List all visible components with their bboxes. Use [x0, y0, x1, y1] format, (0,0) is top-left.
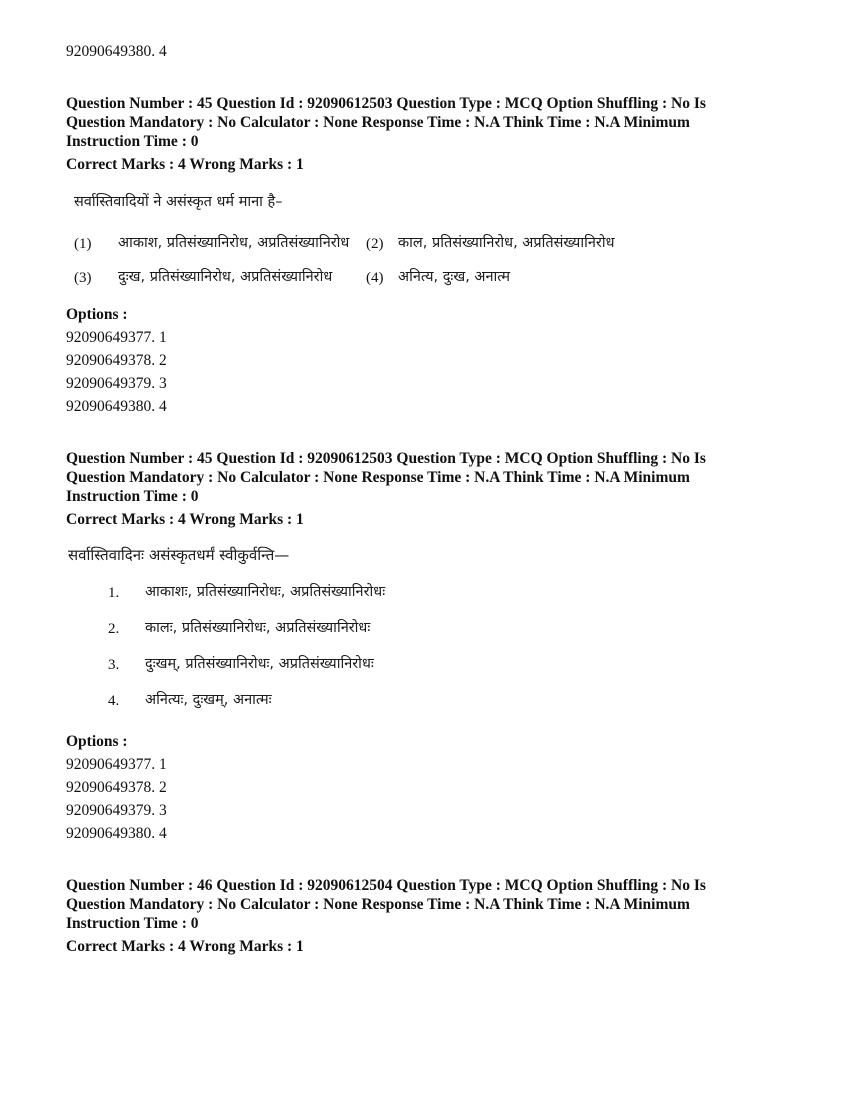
question-header-line-1: Question Number : 45 Question Id : 92090612503 Question Type : MCQ Option Shuffling : No Is	[66, 95, 706, 112]
choice-number: 1.	[108, 585, 120, 601]
question-header-line-1: Question Number : 46 Question Id : 92090612504 Question Type : MCQ Option Shuffling : No Is	[66, 877, 706, 894]
choice-text: दुःखम्, प्रतिसंख्यानिरोधः, अप्रतिसंख्यानिरोधः	[145, 656, 374, 672]
option-id: 92090649378. 2	[66, 779, 167, 796]
choice-text: कालः, प्रतिसंख्यानिरोधः, अप्रतिसंख्यानिरोधः	[145, 620, 371, 636]
question-header-line-1: Question Number : 45 Question Id : 92090612503 Question Type : MCQ Option Shuffling : No Is	[66, 450, 706, 467]
choice-number: (4)	[366, 270, 384, 286]
choice-text: अनित्यः, दुःखम्, अनात्मः	[145, 692, 272, 708]
option-id: 92090649380. 4	[66, 398, 167, 415]
options-label: Options :	[66, 306, 128, 323]
choice-number: (3)	[74, 270, 92, 286]
question-header-line-2: Question Mandatory : No Calculator : None Response Time : N.A Think Time : N.A Minimum	[66, 469, 690, 486]
question-marks: Correct Marks : 4 Wrong Marks : 1	[66, 938, 304, 955]
option-id: 92090649380. 4	[66, 825, 167, 842]
question-text: सर्वास्तिवादियों ने असंस्कृत धर्म माना है–	[74, 194, 283, 210]
option-id: 92090649379. 3	[66, 375, 167, 392]
options-label: Options :	[66, 733, 128, 750]
question-text: सर्वास्तिवादिनः असंस्कृतधर्मं स्वीकुर्वन्ति—	[68, 546, 290, 564]
choice-text: काल, प्रतिसंख्यानिरोध, अप्रतिसंख्यानिरोध	[398, 235, 615, 251]
option-id: 92090649379. 3	[66, 802, 167, 819]
option-id: 92090649377. 1	[66, 329, 167, 346]
question-header-line-2: Question Mandatory : No Calculator : None Response Time : N.A Think Time : N.A Minimum	[66, 114, 690, 131]
question-header-line-3: Instruction Time : 0	[66, 133, 199, 150]
option-id: 92090649378. 2	[66, 352, 167, 369]
choice-number: 3.	[108, 657, 120, 673]
question-marks: Correct Marks : 4 Wrong Marks : 1	[66, 156, 304, 173]
choice-text: आकाश, प्रतिसंख्यानिरोध, अप्रतिसंख्यानिरोध	[118, 235, 350, 251]
question-header-line-3: Instruction Time : 0	[66, 915, 199, 932]
choice-number: (2)	[366, 236, 384, 252]
option-id: 92090649377. 1	[66, 756, 167, 773]
choice-number: 4.	[108, 693, 120, 709]
choice-number: 2.	[108, 621, 120, 637]
choice-number: (1)	[74, 236, 92, 252]
choice-text: दुःख, प्रतिसंख्यानिरोध, अप्रतिसंख्यानिरोध	[118, 269, 333, 285]
question-marks: Correct Marks : 4 Wrong Marks : 1	[66, 511, 304, 528]
choice-text: आकाशः, प्रतिसंख्यानिरोधः, अप्रतिसंख्यानिरोधः	[145, 584, 386, 600]
question-header-line-2: Question Mandatory : No Calculator : None Response Time : N.A Think Time : N.A Minimum	[66, 896, 690, 913]
prev-option-line: 92090649380. 4	[66, 43, 167, 60]
choice-text: अनित्य, दुःख, अनात्म	[398, 269, 511, 285]
question-header-line-3: Instruction Time : 0	[66, 488, 199, 505]
